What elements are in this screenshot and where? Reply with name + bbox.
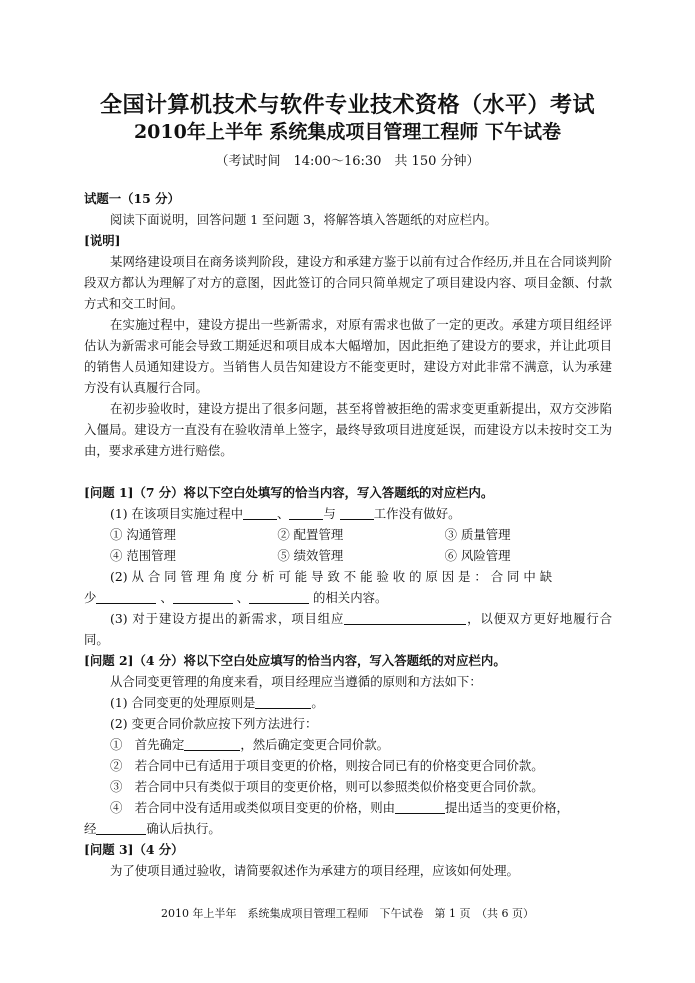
- problem1-item1: (1) 在该项目实施过程中 、 与 工作没有做好。: [110, 506, 461, 521]
- answer-blank: [184, 736, 240, 751]
- problem1-heading: [问题 1]（7 分）将以下空白处填写的恰当内容，写入答题纸的对应栏内。: [84, 485, 494, 500]
- exam-content: [84, 188, 612, 881]
- option-item: ③ 质量管理: [444, 527, 511, 542]
- problem3-heading: [问题 3]（4 分）: [84, 842, 184, 857]
- problem1-item2: (2) 从 合 同 管 理 角 度 分 析 可 能 导 致 不 能 验 收 的 原 因 是 ： 合 同 中 缺: [110, 569, 553, 584]
- option-item: ④ 范围管理: [110, 548, 176, 563]
- problem2-heading: [问题 2]（4 分）将以下空白处应填写的恰当内容，写入答题纸的对应栏内。: [84, 653, 506, 668]
- answer-blank: [255, 694, 311, 709]
- option-item: ① 沟通管理: [110, 527, 176, 542]
- exam-title: 全国计算机技术与软件专业技术资格（水平）考试: [99, 92, 595, 118]
- option-item: ⑤ 绩效管理: [277, 548, 344, 563]
- problem2-item2: (2) 变更合同价款应按下列方法进行：: [110, 716, 318, 731]
- description-label: [说明]: [84, 233, 121, 248]
- answer-blank: [96, 820, 146, 835]
- problem1-item3: (3) 对于建设方提出的新需求，项目组应 ，以便双方更好地履行合同。: [84, 611, 613, 647]
- options-row: [84, 545, 612, 566]
- answer-blank: [289, 505, 323, 520]
- problem2-sub4: ④ 若合同中没有适用或类似项目变更的价格，则由 提出适当的变更价格，: [110, 800, 569, 815]
- answer-blank: [395, 799, 445, 814]
- answer-blank: [340, 505, 374, 520]
- answer-blank: [249, 589, 309, 604]
- question-heading: 试题一（15 分）: [84, 191, 180, 206]
- answer-blank: [96, 589, 156, 604]
- answer-blank: [173, 589, 233, 604]
- answer-blank: [243, 505, 277, 520]
- option-item: ② 配置管理: [277, 527, 344, 542]
- problem2-sub4-cont: 经 确认后执行。: [84, 821, 221, 836]
- description-paragraph: 某网络建设项目在商务谈判阶段，建设方和承建方鉴于以前有过合作经历,并且在合同谈判阶段双方都认为理解了对方的意图，因此签订的合同只简单规定了项目建设内容、项目金额、付款方式和交工时间。: [84, 254, 612, 311]
- answer-blank: [344, 610, 466, 625]
- instruction-text: 阅读下面说明，回答问题 1 至问题 3，将解答填入答题纸的对应栏内。: [110, 212, 497, 227]
- problem3-text: 为了使项目通过验收，请简要叙述作为承建方的项目经理，应该如何处理。: [110, 863, 519, 878]
- description-paragraph: 在初步验收时，建设方提出了很多问题，甚至将曾被拒绝的需求变更重新提出，双方交涉陷入僵局。建设方一直没有在验收清单上签字，最终导致项目进度延误，而建设方以未按时交工为由，要求承建方进行赔偿。: [84, 401, 612, 458]
- problem2-sub1: ① 首先确定 ，然后确定变更合同价款。: [110, 737, 390, 752]
- problem2-item1: (1) 合同变更的处理原则是 。: [110, 695, 324, 710]
- description-paragraph: 在实施过程中，建设方提出一些新需求，对原有需求也做了一定的更改。承建方项目组经评估认为新需求可能会导致工期延迟和项目成本大幅增加，因此拒绝了建设方的要求，并让此项目的销售人员通知建设方。当销售人员告知建设方不能变更时，建设方对此非常不满意，认为承建方没有认真履行合同。: [84, 317, 612, 395]
- options-row: [84, 524, 612, 545]
- problem2-sub2: ② 若合同中已有适用于项目变更的价格，则按合同已有的价格变更合同价款。: [110, 758, 544, 773]
- exam-time: （考试时间 14:00～16:30 共 150 分钟）: [215, 154, 480, 169]
- problem2-intro: 从合同变更管理的角度来看，项目经理应当遵循的原则和方法如下：: [110, 674, 482, 689]
- problem2-sub3: ③ 若合同中只有类似于项目的变更价格，则可以参照类似价格变更合同价款。: [110, 779, 544, 794]
- problem1-item2-cont: 少 、 、 的相关内容。: [84, 590, 388, 605]
- option-item: ⑥ 风险管理: [444, 548, 511, 563]
- page-footer: 2010 年上半年 系统集成项目管理工程师 下午试卷 第 1 页 （共 6 页）: [161, 907, 534, 920]
- exam-subtitle: 2010年上半年 系统集成项目管理工程师 下午试卷: [133, 121, 562, 143]
